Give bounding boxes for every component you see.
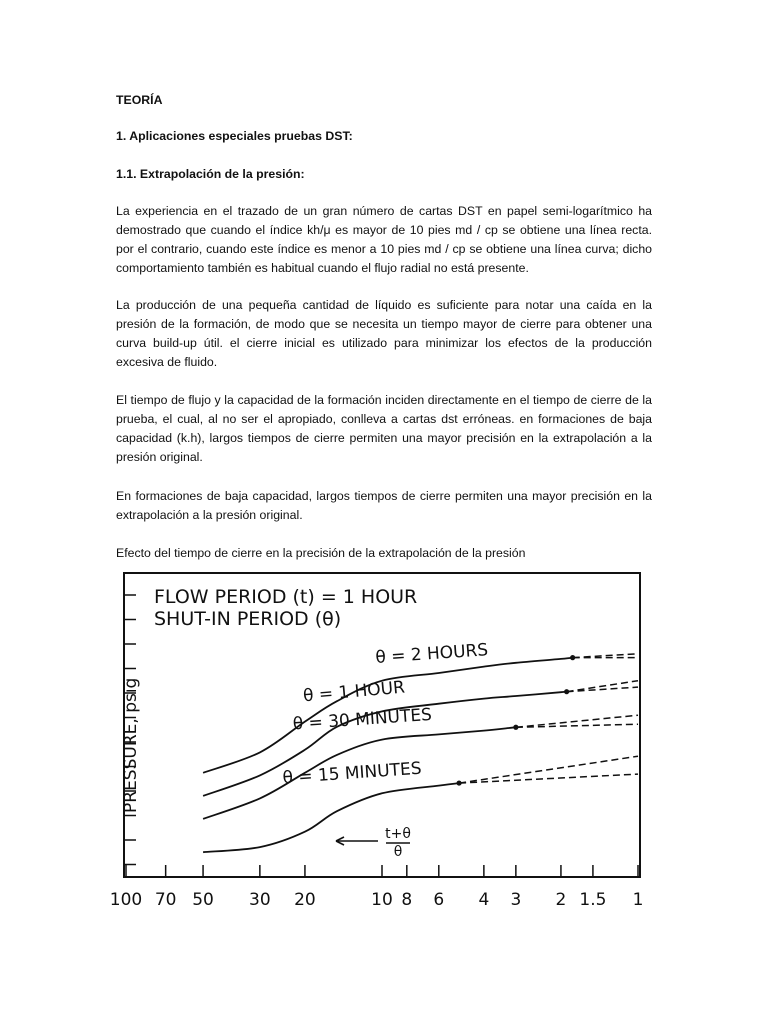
pressure-buildup-chart [100, 565, 660, 920]
series-label: θ = 1 HOUR [302, 677, 406, 707]
curve-measured [203, 783, 459, 852]
x-tick-label: 2 [555, 890, 567, 910]
x-axis-ticks [110, 865, 644, 910]
section-heading: 1. Aplicaciones especiales pruebas DST: [116, 129, 353, 143]
x-tick-label: 20 [294, 890, 316, 910]
curve-endpoint [570, 655, 575, 660]
document-title: TEORÍA [116, 93, 163, 107]
curve-extrapolated-alt [516, 724, 638, 727]
x-axis-note [336, 826, 411, 860]
x-tick-label: 100 [109, 890, 143, 910]
curve-endpoint [513, 725, 518, 730]
series-label: θ = 2 HOURS [374, 640, 489, 668]
x-tick-label: 6 [433, 890, 445, 910]
x-axis-note-denominator: θ [393, 844, 403, 860]
x-tick-label: 1 [632, 890, 644, 910]
flow-period-annotation: FLOW PERIOD (t) = 1 HOUR [154, 586, 418, 608]
series-label: θ = 30 MINUTES [292, 704, 433, 735]
paragraph-2: La producción de una pequeña cantidad de líquido es suficiente para notar una caída en la presión de la formación, de modo que se necesita un tiempo mayor de cierre para obtener una curva build-up útil. el cierre inicial es utilizado para minimizar los efectos de la producción excesiva de fluido. [116, 298, 652, 369]
paragraph-4: En formaciones de baja capacidad, largos tiempos de cierre permiten una mayor precisión en la extrapolación a la presión original. [116, 489, 652, 522]
paragraph-1: La experiencia en el trazado de un gran número de cartas DST en papel semi-logarítmico ha demostrado que cuando el índice kh/μ es mayor de 10 pies md / cp se obtiene una línea recta. por el contrario, cuando este índice es menor a 10 pies md / cp se obtiene una línea curva; dicho comportamiento también es habitual cuando el flujo radial no está presente. [116, 204, 652, 275]
x-tick-label: 70 [154, 890, 177, 910]
subsection-heading: 1.1. Extrapolación de la presión: [116, 167, 305, 181]
series-label: θ = 15 MINUTES [281, 758, 423, 789]
y-axis-label: PRESSURE, psig [121, 677, 141, 813]
x-axis-note-numerator: t+θ [385, 826, 411, 842]
curve-extrapolated-alt [567, 687, 638, 692]
curve-layer [203, 640, 638, 852]
x-tick-label: 1.5 [579, 890, 607, 910]
x-tick-label: 4 [478, 890, 490, 910]
paragraph-3: El tiempo de flujo y la capacidad de la formación inciden directamente en el tiempo de cierre de la prueba, el cual, al no ser el apropiado, conlleva a cartas dst erróneas. en formaciones de baja capacidad (k.h), largos tiempos de cierre permiten una mayor precisión en la extrapolación a la presión original. [116, 393, 652, 464]
shut-in-period-annotation: SHUT-IN PERIOD (θ) [154, 608, 342, 630]
curve-endpoint [564, 689, 569, 694]
figure-caption: Efecto del tiempo de cierre en la precisión de la extrapolación de la presión [116, 546, 526, 560]
x-tick-label: 30 [249, 890, 271, 910]
x-tick-label: 50 [192, 890, 214, 910]
x-tick-label: 3 [510, 890, 522, 910]
x-tick-label: 8 [401, 890, 413, 910]
curve-endpoint [456, 780, 461, 785]
x-tick-label: 10 [371, 890, 393, 910]
